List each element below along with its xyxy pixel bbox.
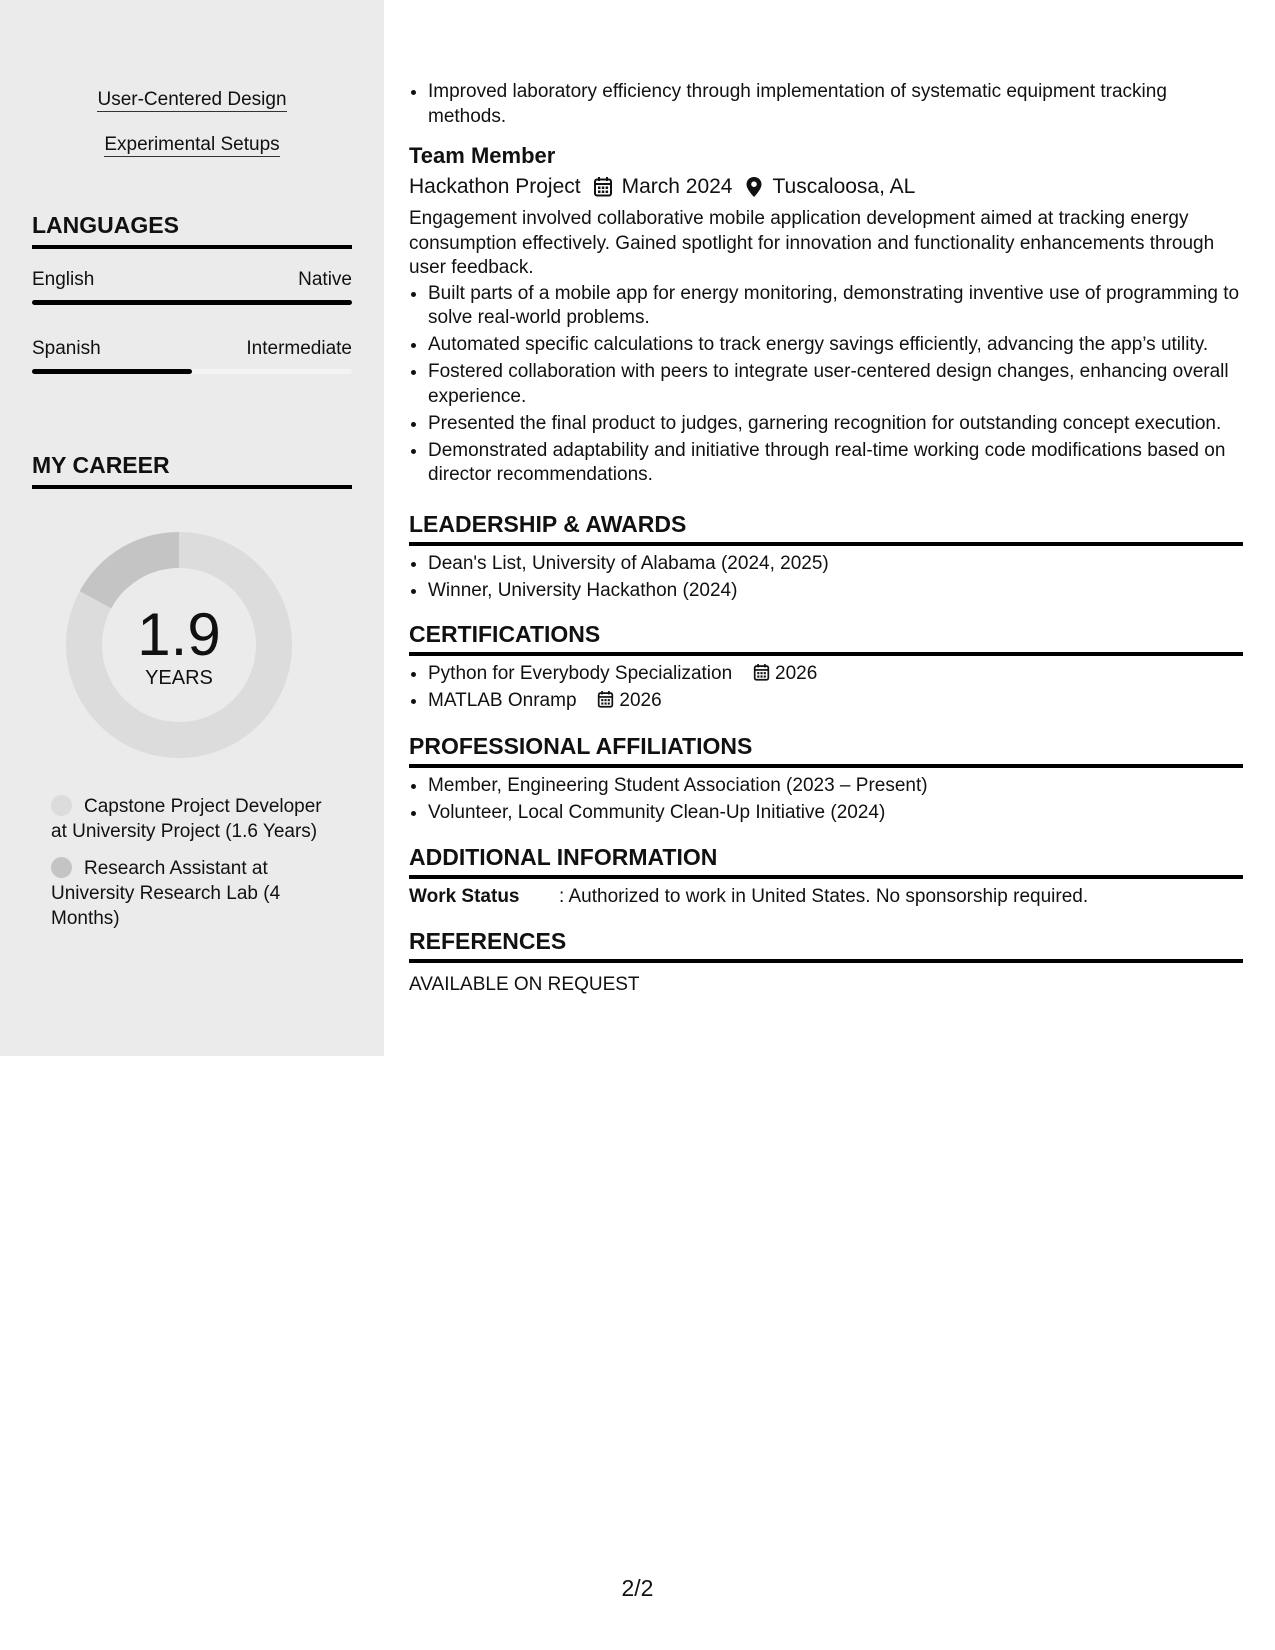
role-meta [409,173,1243,201]
calendar-icon [753,663,770,682]
bullet-item: • Presented the final product to judges, garnering recognition for outstanding concept execution. [428,412,1243,437]
legend-dot [51,795,72,816]
calendar-icon [597,690,614,709]
references-section [409,927,1243,998]
skill-label: User-Centered Design [97,89,287,110]
work-status-value: : Authorized to work in United States. No sponsorship required. [559,886,1089,907]
additional-info-section [409,843,1243,910]
work-status-row [409,885,1243,910]
career-legend-item [51,856,331,931]
page-number: 2/2 [621,1575,654,1601]
intro-bullets [409,80,1243,132]
language-proficiency-fill [32,369,192,374]
certification-name: Python for Everybody Specialization [428,663,733,684]
career-total-years: 1.9 [137,601,221,668]
language-proficiency-bar [32,300,352,305]
section-heading: CERTIFICATIONS [409,620,1243,656]
language-proficiency-fill [32,300,352,305]
career-legend-item [51,794,331,844]
location-pin-icon [745,176,763,198]
bullet-item: • Volunteer, Local Community Clean-Up Initiative (2024) [428,801,1243,826]
skill-item [0,88,384,112]
section-heading: LEADERSHIP & AWARDS [409,510,1243,546]
skill-item [0,133,384,157]
bullet-item: • Member, Engineering Student Association (2023 – Present) [428,774,1243,799]
section-heading: ADDITIONAL INFORMATION [409,843,1243,879]
leadership-section [409,510,1243,606]
role-entry [409,142,1243,490]
certification-year: 2026 [775,663,818,684]
sidebar [0,0,384,1056]
bullet-item: • Automated specific calculations to track energy savings efficiently, advancing the app’s utility. [428,333,1243,358]
role-description: Engagement involved collaborative mobile application development aimed at tracking energy consumption effectively. Gained spotlight for innovation and functionality enhancements through user feedback. [409,208,1215,278]
role-date: March 2024 [621,175,733,198]
certification-name: MATLAB Onramp [428,690,577,711]
career-years-unit: YEARS [145,667,213,689]
role-bullets [409,282,1243,488]
language-name: Spanish [32,338,101,359]
calendar-icon [593,176,613,198]
certifications-section [409,620,1243,716]
certification-item [428,689,1243,714]
language-proficiency-bar [32,369,352,374]
skill-label: Experimental Setups [104,134,280,155]
language-level: Native [298,269,352,290]
career-heading: MY CAREER [32,451,352,489]
bullet-item: • Winner, University Hackathon (2024) [428,579,1243,604]
legend-dot [51,857,72,878]
bullet-item: • Improved laboratory efficiency through implementation of systematic equipment tracking methods. [428,80,1243,129]
bullet-item: • Demonstrated adaptability and initiative through real-time working code modifications based on director recommendations. [428,439,1243,488]
bullet-item: • Fostered collaboration with peers to integrate user-centered design changes, enhancing overall experience. [428,360,1243,409]
language-row [32,268,352,292]
work-status-label: Work Status [409,886,520,907]
certification-year: 2026 [619,690,662,711]
role-organization: Hackathon Project [409,175,581,198]
affiliations-section [409,732,1243,828]
language-level: Intermediate [246,338,352,359]
certification-item [428,662,1243,687]
language-row [32,337,352,361]
section-heading: PROFESSIONAL AFFILIATIONS [409,732,1243,768]
references-text: AVAILABLE ON REQUEST [409,974,640,995]
legend-label: Research Assistant at University Research Lab (4 Months) [51,858,281,929]
bullet-item: • Built parts of a mobile app for energy monitoring, demonstrating inventive use of programming to solve real-world problems. [428,282,1243,331]
language-name: English [32,269,95,290]
languages-heading: LANGUAGES [32,211,352,249]
legend-label: Capstone Project Developer at University Project (1.6 Years) [51,796,322,842]
role-location: Tuscaloosa, AL [772,175,916,198]
bullet-item: • Dean's List, University of Alabama (2024, 2025) [428,552,1243,577]
donut-slice-1 [80,532,179,608]
role-title: Team Member [409,143,556,168]
section-heading: REFERENCES [409,927,1243,963]
